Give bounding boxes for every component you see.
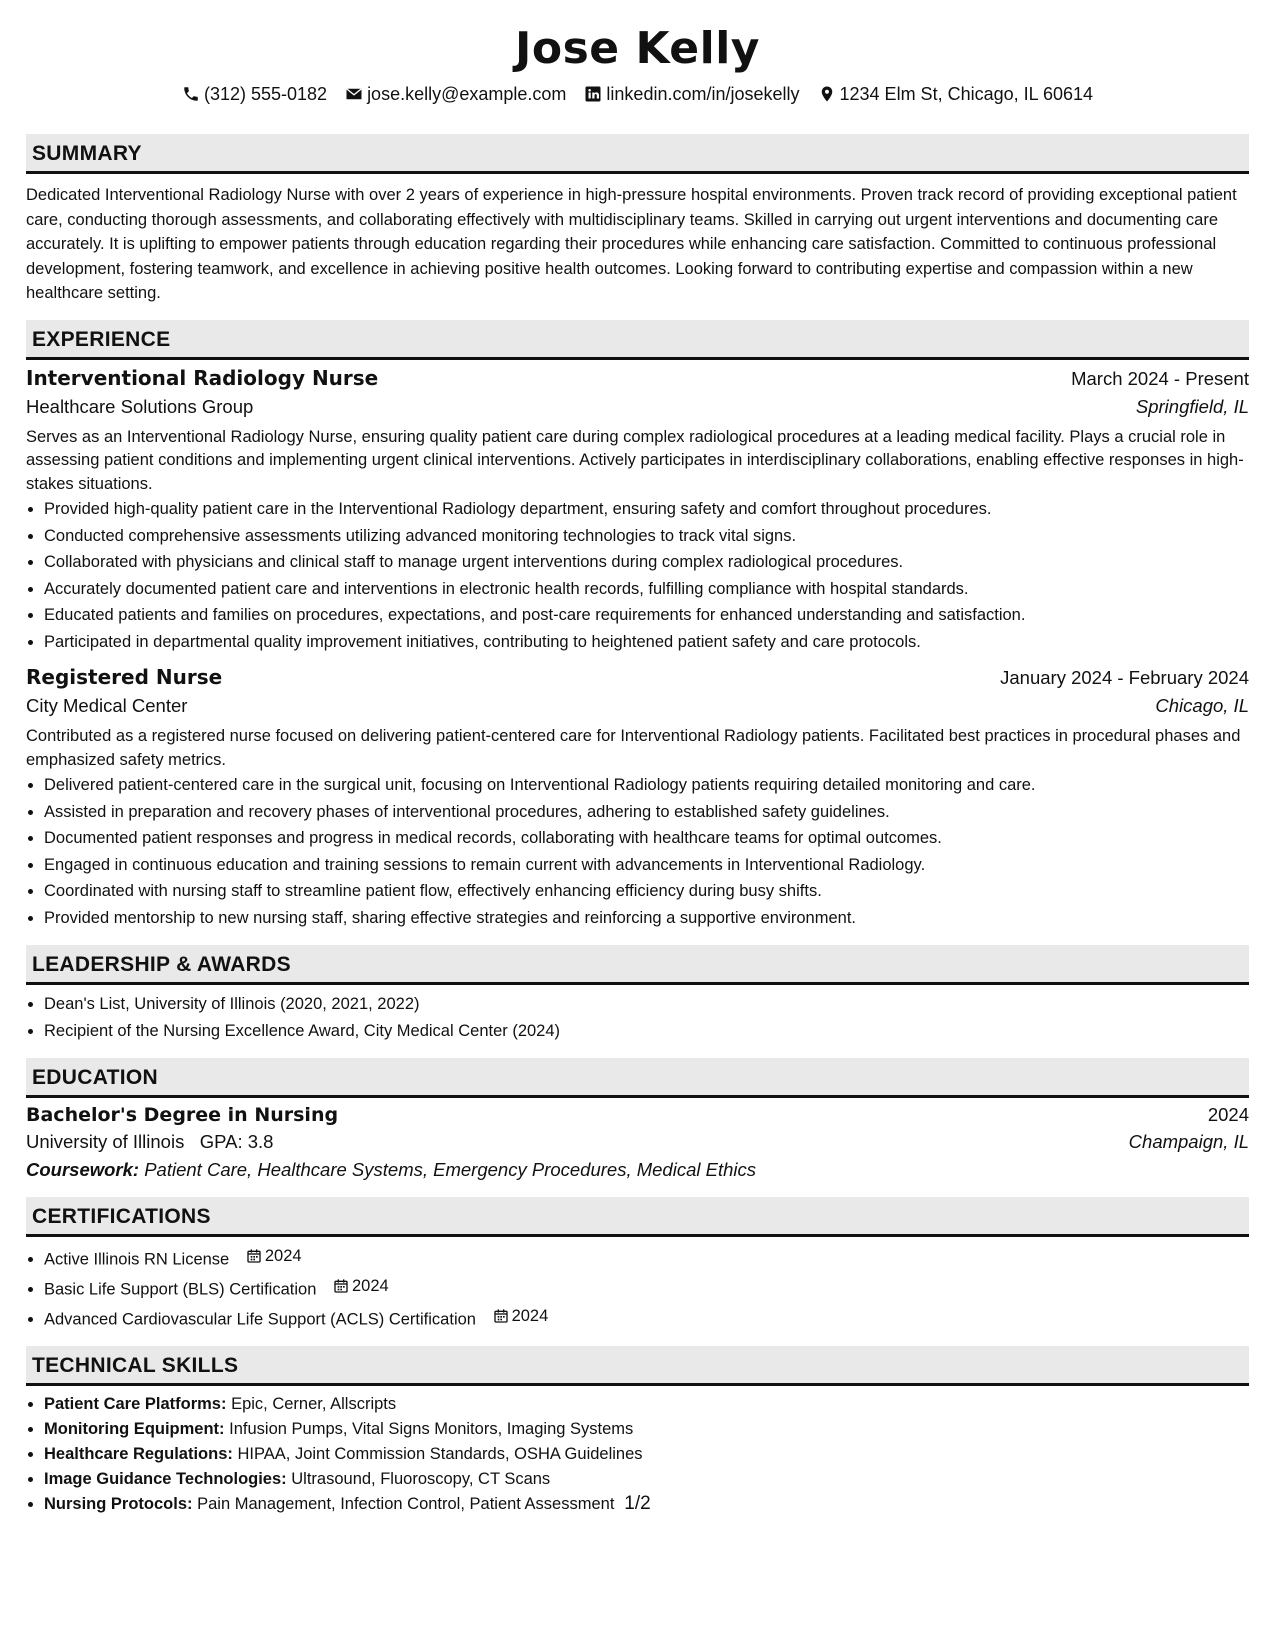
- list-item: • Provided high-quality patient care in the Interventional Radiology department, ensuring safety and comfort throughout procedures.: [44, 496, 1249, 523]
- cert-year: 2024: [351, 1276, 389, 1295]
- list-item: [44, 1467, 1249, 1492]
- school-location: Champaign, IL: [1128, 1131, 1249, 1152]
- calendar-icon: [246, 1248, 262, 1264]
- skill-label: Monitoring Equipment:: [44, 1420, 225, 1439]
- job-title: Interventional Radiology Nurse: [26, 365, 379, 390]
- cert-year: 2024: [264, 1247, 302, 1265]
- list-item: • Participated in departmental quality improvement initiatives, contributing to heightened patient safety and care protocols.: [44, 629, 1249, 656]
- contact-email[interactable]: [345, 82, 566, 106]
- skill-value: Infusion Pumps, Vital Signs Monitors, Imaging Systems: [229, 1420, 634, 1439]
- address-text: 1234 Elm St, Chicago, IL 60614: [839, 84, 1094, 104]
- job-location: Chicago, IL: [1155, 695, 1249, 716]
- cert-date: [246, 1243, 302, 1270]
- skill-value: Pain Management, Infection Control, Patient Assessment: [197, 1495, 615, 1514]
- job-company: Healthcare Solutions Group: [26, 395, 254, 417]
- list-item: • Recipient of the Nursing Excellence Award, City Medical Center (2024): [44, 1018, 1249, 1045]
- list-item: • Engaged in continuous education and training sessions to remain current with advancements in Interventional Radiology.: [44, 852, 1249, 879]
- page-number: 1/2: [624, 1493, 651, 1514]
- linkedin-link[interactable]: linkedin.com/in/josekelly: [606, 84, 800, 104]
- summary-heading: SUMMARY: [26, 134, 1249, 174]
- skill-label: Nursing Protocols:: [44, 1495, 193, 1514]
- calendar-icon: [333, 1278, 349, 1294]
- calendar-icon: [493, 1308, 509, 1324]
- school-name: University of Illinois: [26, 1131, 185, 1152]
- job-entry: [26, 366, 1249, 656]
- list-item: • Accurately documented patient care and interventions in electronic health records, fulfilling compliance with hospital standards.: [44, 576, 1249, 603]
- list-item: [44, 1273, 1249, 1303]
- certifications-heading: CERTIFICATIONS: [26, 1197, 1249, 1237]
- phone-text: (312) 555-0182: [203, 84, 328, 104]
- skill-value: Ultrasound, Fluoroscopy, CT Scans: [291, 1470, 551, 1489]
- list-item: • Delivered patient-centered care in the surgical unit, focusing on Interventional Radiology patients requiring detailed monitoring and care.: [44, 772, 1249, 799]
- candidate-name: Jose Kelly: [515, 23, 760, 74]
- list-item: [44, 1392, 1249, 1417]
- skills-heading: TECHNICAL SKILLS: [26, 1346, 1249, 1386]
- contact-row: [26, 82, 1249, 106]
- leadership-heading: LEADERSHIP & AWARDS: [26, 945, 1249, 985]
- skill-value: Epic, Cerner, Allscripts: [231, 1395, 397, 1414]
- phone-icon: [182, 85, 200, 103]
- job-entry: [26, 665, 1249, 931]
- job-description: Serves as an Interventional Radiology Nurse, ensuring quality patient care during complex radiological procedures at a leading medical facility. Plays a crucial role in assessing patient conditions and implementing urgent clinical interventions. Actively participates in interdisciplinary collaborations, enabling effective responses in high-stakes situations.: [26, 427, 1244, 493]
- map-pin-icon: [818, 85, 836, 103]
- list-item: [44, 1417, 1249, 1442]
- list-item: • Assisted in preparation and recovery phases of interventional procedures, adhering to established safety guidelines.: [44, 799, 1249, 826]
- coursework-line: [26, 1159, 1249, 1181]
- skill-label: Image Guidance Technologies:: [44, 1470, 287, 1489]
- list-item: • Collaborated with physicians and clinical staff to manage urgent interventions during complex radiological procedures.: [44, 549, 1249, 576]
- email-link[interactable]: jose.kelly@example.com: [367, 84, 567, 104]
- cert-name: Advanced Cardiovascular Life Support (ACLS) Certification: [44, 1309, 476, 1328]
- gpa: GPA: 3.8: [199, 1131, 274, 1152]
- list-item: [44, 1303, 1249, 1333]
- job-description: Contributed as a registered nurse focused on delivering patient-centered care for Interventional Radiology patients. Facilitated best practices in procedural phases and emphasized safety metrics.: [26, 727, 1241, 769]
- linkedin-icon: [584, 85, 602, 103]
- job-dates: March 2024 - Present: [1071, 367, 1249, 389]
- list-item: • Dean's List, University of Illinois (2020, 2021, 2022): [44, 991, 1249, 1018]
- job-bullets: [26, 496, 1249, 655]
- list-item: • Provided mentorship to new nursing staff, sharing effective strategies and reinforcing a supportive environment.: [44, 905, 1249, 932]
- list-item: • Educated patients and families on procedures, expectations, and post-care requirements for enhanced understanding and satisfaction.: [44, 602, 1249, 629]
- skill-label: Healthcare Regulations:: [44, 1445, 233, 1464]
- job-bullets: [26, 772, 1249, 931]
- skill-value: HIPAA, Joint Commission Standards, OSHA Guidelines: [237, 1445, 643, 1464]
- contact-linkedin[interactable]: [584, 82, 799, 106]
- coursework-label: Coursework:: [26, 1159, 140, 1180]
- contact-address: [818, 82, 1094, 106]
- cert-date: [493, 1303, 549, 1330]
- education-heading: EDUCATION: [26, 1058, 1249, 1098]
- certifications-list: [26, 1243, 1249, 1332]
- cert-name: Active Illinois RN License: [44, 1250, 230, 1269]
- envelope-icon: [345, 85, 363, 103]
- experience-heading: EXPERIENCE: [26, 320, 1249, 360]
- leadership-list: [26, 991, 1249, 1044]
- job-location: Springfield, IL: [1135, 395, 1249, 417]
- cert-date: [333, 1273, 389, 1300]
- job-title: Registered Nurse: [26, 665, 223, 689]
- summary-text: Dedicated Interventional Radiology Nurse with over 2 years of experience in high-pressure hospital environments. Proven track record of providing exceptional patient care, conducting thorough assessments, and collaborating effectively with multidisciplinary teams. Skilled in carrying out urgent interventions and documenting care accurately. It is uplifting to empower patients through education regarding their procedures while enhancing care satisfaction. Committed to continuous professional development, fostering teamwork, and excellence in achieving positive health outcomes. Looking forward to contributing expertise and compassion within a new healthcare setting.: [26, 186, 1237, 302]
- list-item: • Coordinated with nursing staff to streamline patient flow, effectively enhancing efficiency during busy shifts.: [44, 878, 1249, 905]
- list-item: • Documented patient responses and progress in medical records, collaborating with healthcare teams for optimal outcomes.: [44, 825, 1249, 852]
- list-item: • Conducted comprehensive assessments utilizing advanced monitoring technologies to track vital signs.: [44, 523, 1249, 550]
- cert-name: Basic Life Support (BLS) Certification: [44, 1280, 317, 1298]
- coursework-text: Patient Care, Healthcare Systems, Emergency Procedures, Medical Ethics: [144, 1159, 757, 1180]
- contact-phone: [182, 82, 327, 106]
- resume-page: [26, 0, 1249, 1517]
- list-item: [44, 1442, 1249, 1467]
- graduation-year: 2024: [1207, 1104, 1249, 1125]
- degree: Bachelor's Degree in Nursing: [26, 1104, 339, 1126]
- list-item: [44, 1243, 1249, 1273]
- job-company: City Medical Center: [26, 695, 188, 716]
- job-dates: January 2024 - February 2024: [1000, 667, 1249, 688]
- skill-label: Patient Care Platforms:: [44, 1395, 227, 1414]
- education-entry: [26, 1104, 1249, 1181]
- cert-year: 2024: [511, 1306, 549, 1325]
